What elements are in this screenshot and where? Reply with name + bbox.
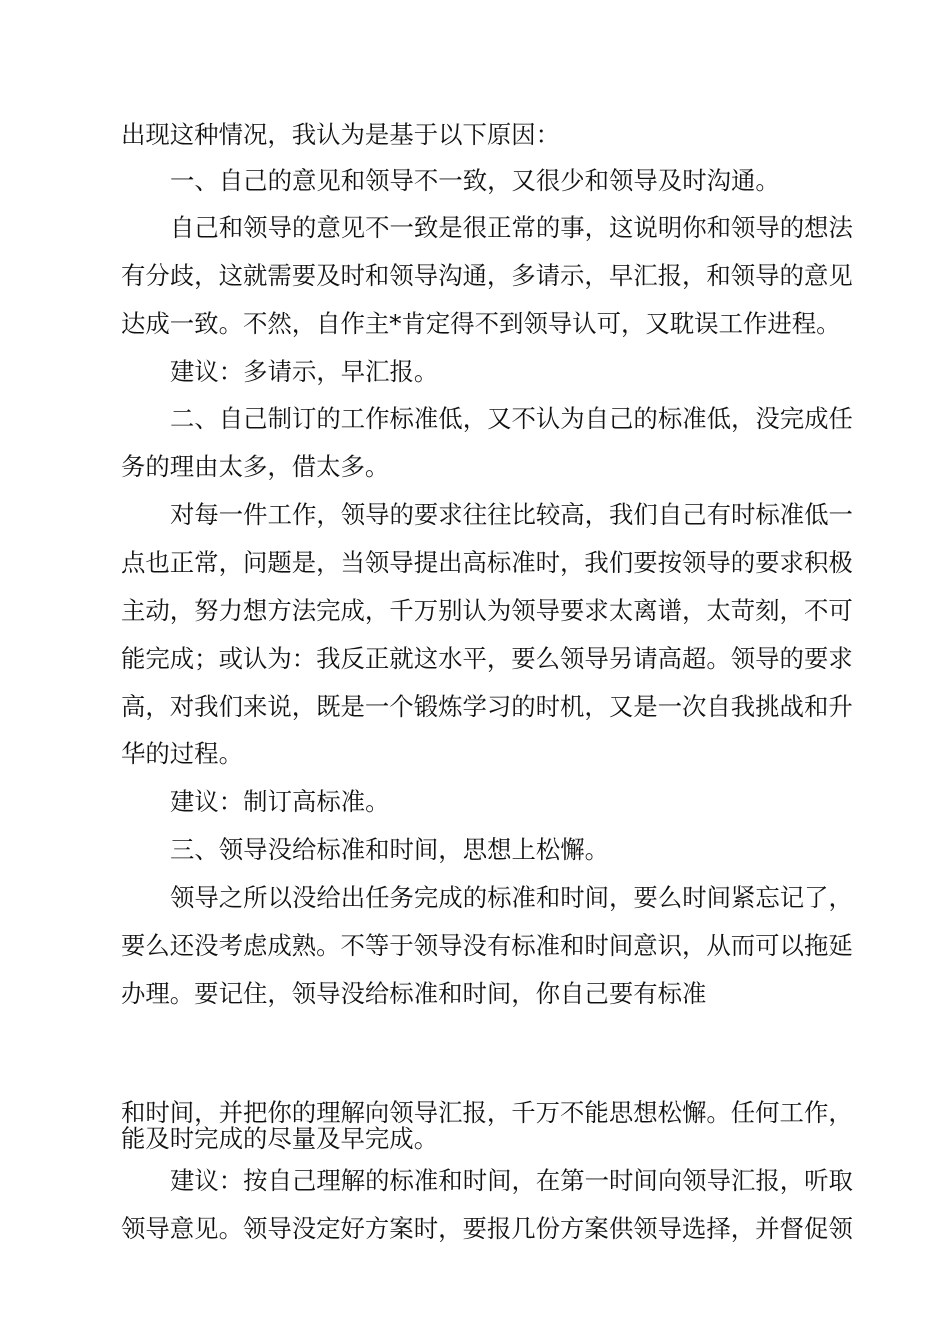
text-line: 能及时完成的尽量及早完成。 [121,1124,439,1153]
text-line: 领导意见。领导没定好方案时，要报几份方案供领导选择，并督促领 [121,1214,853,1243]
text-line: 有分歧，这就需要及时和领导沟通，多请示，早汇报，和领导的意见 [121,261,853,290]
text-line: 和时间，并把你的理解向领导汇报，千万不能思想松懈。任何工作， [121,1098,853,1127]
text-line: 主动，努力想方法完成，千万别认为领导要求太离谱，太苛刻，不可 [121,596,853,625]
text-line: 办理。要记住，领导没给标准和时间，你自己要有标准 [121,979,707,1008]
text-line: 要么还没考虑成熟。不等于领导没有标准和时间意识，从而可以拖延 [121,931,853,960]
text-line: 建议：多请示，早汇报。 [170,357,439,386]
text-line: 能完成；或认为：我反正就这水平，要么领导另请高超。领导的要求 [121,644,853,673]
text-line: 三、领导没给标准和时间，思想上松懈。 [170,835,610,864]
text-line: 二、自己制订的工作标准低，又不认为自己的标准低，没完成任 [170,404,853,433]
text-line: 对每一件工作，领导的要求往往比较高，我们自己有时标准低一 [170,500,853,529]
text-line: 高，对我们来说，既是一个锻炼学习的时机，又是一次自我挑战和升 [121,692,853,721]
text-line: 自己和领导的意见不一致是很正常的事，这说明你和领导的想法 [170,213,853,242]
text-line: 出现这种情况，我认为是基于以下原因： [121,120,561,149]
text-line: 建议：制订高标准。 [170,787,390,816]
text-line: 务的理由太多，借太多。 [121,452,390,481]
text-line: 点也正常，问题是，当领导提出高标准时，我们要按领导的要求积极 [121,548,853,577]
text-line: 华的过程。 [121,739,243,768]
text-line: 建议：按自己理解的标准和时间，在第一时间向领导汇报，听取 [170,1166,853,1195]
text-line: 一、自己的意见和领导不一致，又很少和领导及时沟通。 [170,166,780,195]
text-line: 领导之所以没给出任务完成的标准和时间，要么时间紧忘记了， [170,883,853,912]
text-line: 达成一致。不然，自作主*肯定得不到领导认可，又耽误工作进程。 [121,309,841,338]
